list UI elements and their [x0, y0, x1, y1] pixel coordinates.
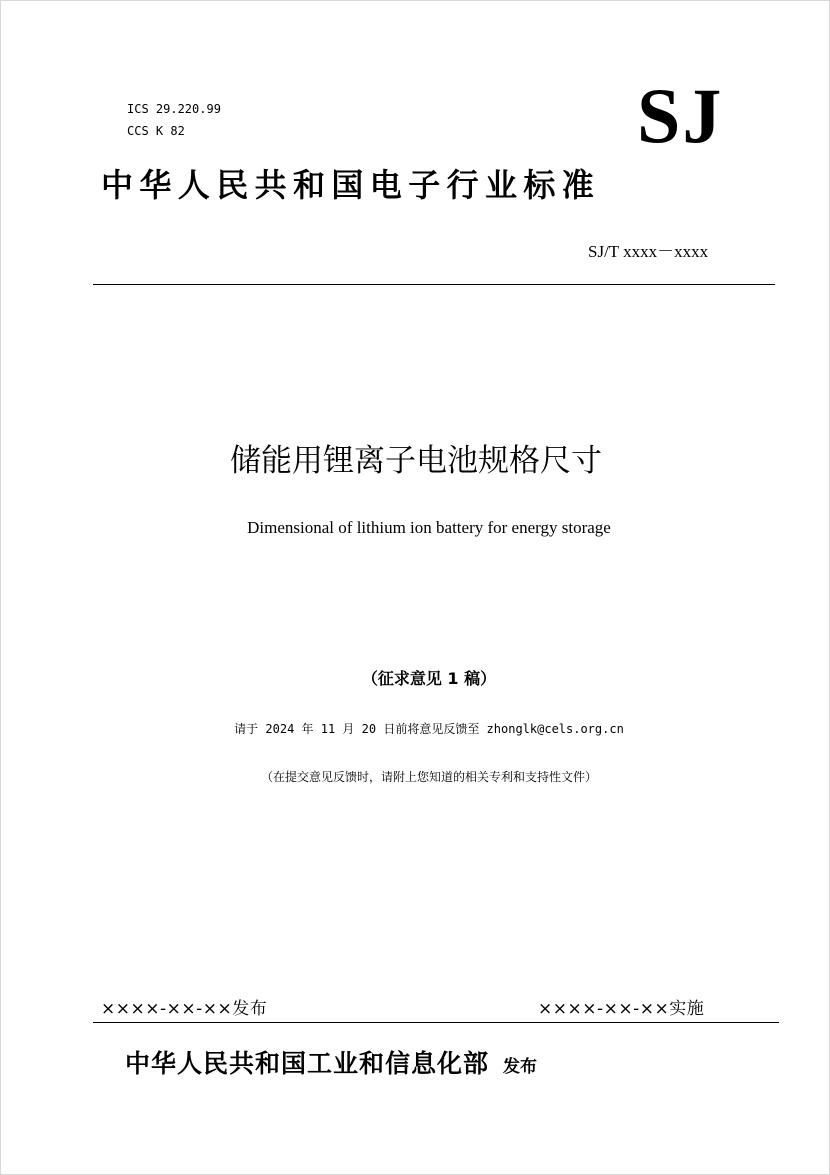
document-title-chinese: 储能用锂离子电池规格尺寸 [230, 443, 602, 479]
draft-label: （征求意见 1 稿） [361, 669, 497, 688]
ccs-code: CCS K 82 [127, 124, 185, 138]
standard-number: SJ/T xxxx－xxxx [588, 242, 709, 261]
implementation-date: ××××-××-××实施 [538, 999, 705, 1019]
document-title-english: Dimensional of lithium ion battery for energy storage [247, 518, 611, 537]
issuing-authority [125, 1044, 537, 1087]
issue-word: 发布 [503, 1057, 538, 1077]
ics-code: ICS 29.220.99 [127, 102, 221, 116]
industry-standard-title: 中华人民共和国电子行业标准 [101, 166, 601, 204]
patent-note: （在提交意见反馈时，请附上您知道的相关专利和支持性文件） [260, 770, 597, 784]
submit-notice: 请于 2024 年 11 月 20 日前将意见反馈至 zhonglk@cels.org.cn [234, 722, 624, 736]
header-divider [93, 284, 775, 285]
issue-date: ××××-××-××发布 [101, 999, 268, 1019]
issuer-name: 中华人民共和国工业和信息化部 [125, 1049, 490, 1078]
sj-logo-mark: SJ [637, 72, 724, 159]
footer-divider [93, 1022, 779, 1023]
classification-codes [127, 99, 221, 143]
